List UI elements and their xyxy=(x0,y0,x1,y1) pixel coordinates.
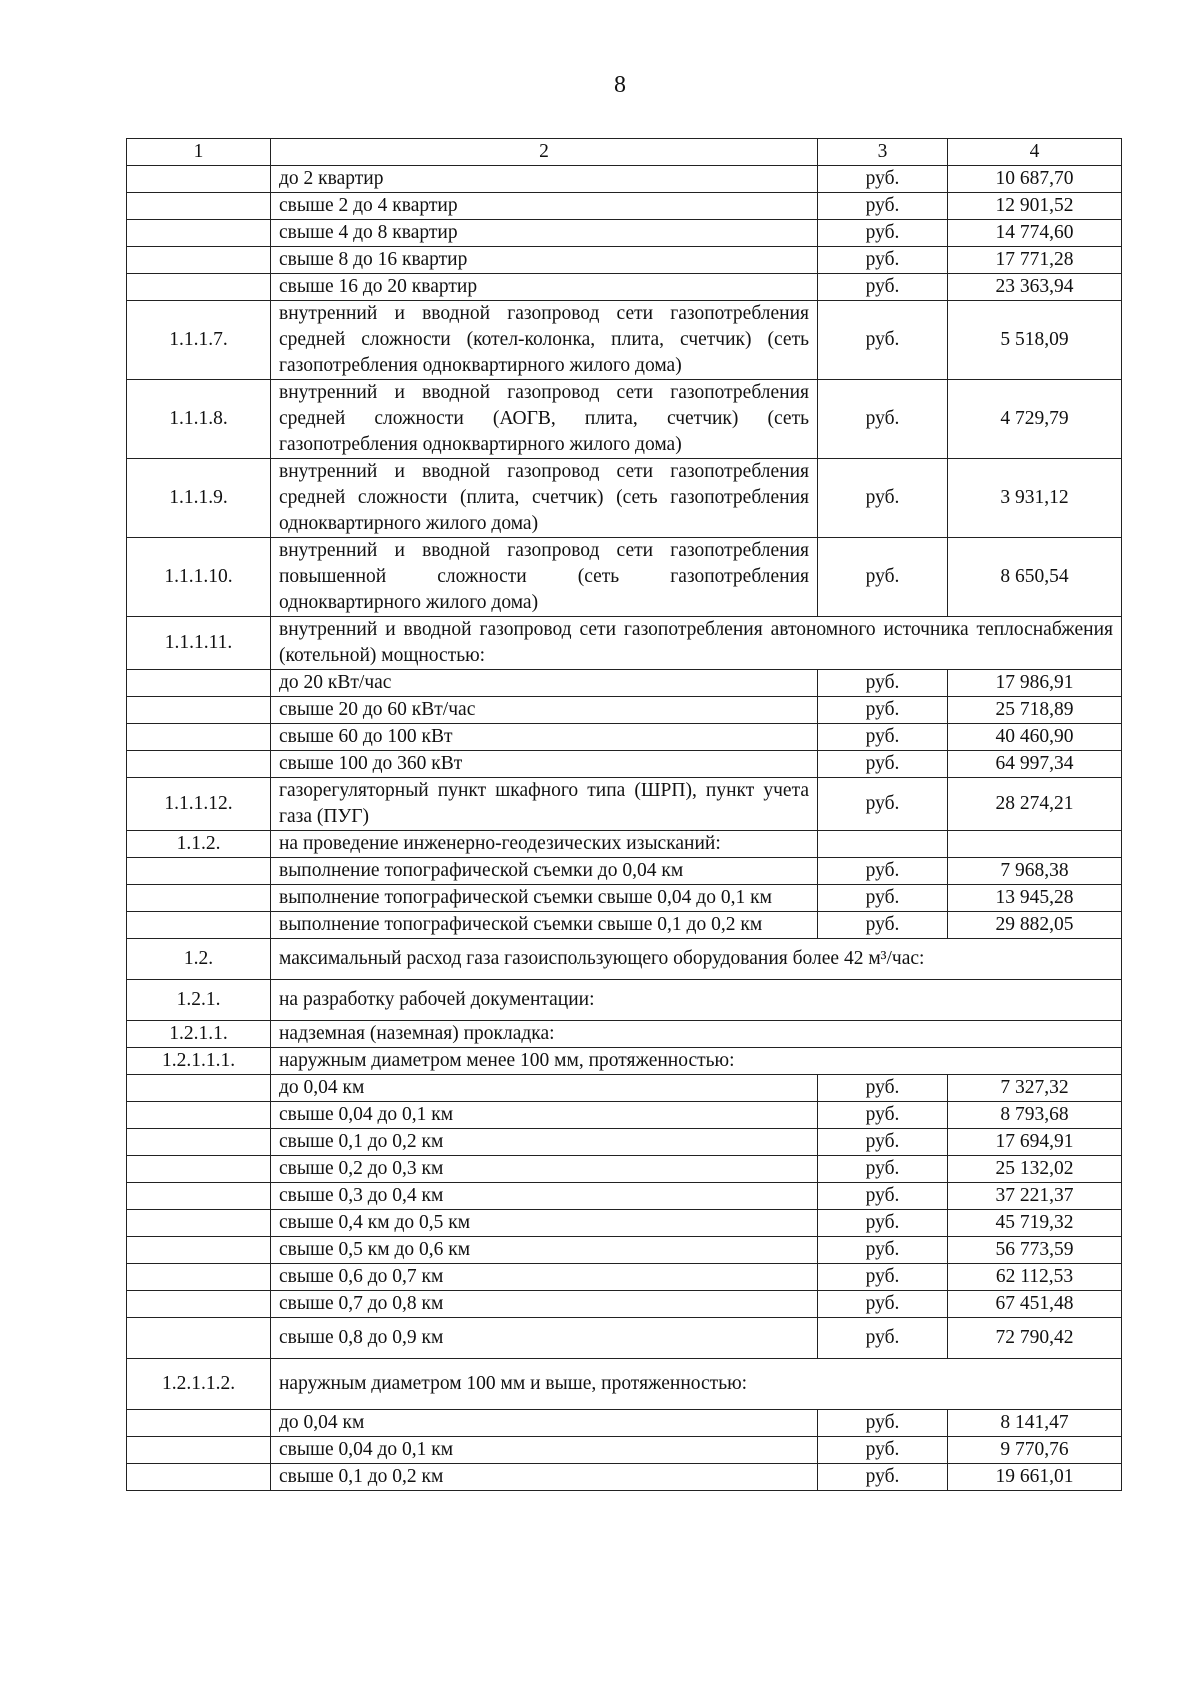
column-header: 3 xyxy=(818,139,948,166)
item-description: выполнение топографической съемки до 0,04 км xyxy=(271,858,818,885)
item-description: свыше 20 до 60 кВт/час xyxy=(271,697,818,724)
item-number xyxy=(127,1237,271,1264)
item-price: 23 363,94 xyxy=(948,274,1122,301)
item-description: внутренний и вводной газопровод сети газопотребления повышенной сложности (сеть газопотребления одноквартирного жилого дома) xyxy=(271,538,818,617)
item-price: 67 451,48 xyxy=(948,1291,1122,1318)
item-price: 3 931,12 xyxy=(948,459,1122,538)
item-price: 25 132,02 xyxy=(948,1156,1122,1183)
item-description: газорегуляторный пункт шкафного типа (ШРП), пункт учета газа (ПУГ) xyxy=(271,778,818,831)
item-number xyxy=(127,751,271,778)
item-number xyxy=(127,193,271,220)
table-row xyxy=(127,1021,1122,1048)
item-description: свыше 0,04 до 0,1 км xyxy=(271,1102,818,1129)
item-price: 13 945,28 xyxy=(948,885,1122,912)
table-row xyxy=(127,274,1122,301)
item-unit: руб. xyxy=(818,380,948,459)
item-price: 56 773,59 xyxy=(948,1237,1122,1264)
table-row xyxy=(127,1183,1122,1210)
item-price: 29 882,05 xyxy=(948,912,1122,939)
item-price: 8 793,68 xyxy=(948,1102,1122,1129)
item-description: до 0,04 км xyxy=(271,1410,818,1437)
item-description: внутренний и вводной газопровод сети газопотребления средней сложности (АОГВ, плита, счетчик) (сеть газопотребления одноквартирного жилого дома) xyxy=(271,380,818,459)
item-unit: руб. xyxy=(818,751,948,778)
table-row xyxy=(127,1291,1122,1318)
item-number xyxy=(127,1102,271,1129)
table-row xyxy=(127,980,1122,1021)
item-price: 37 221,37 xyxy=(948,1183,1122,1210)
item-number: 1.1.1.12. xyxy=(127,778,271,831)
item-unit: руб. xyxy=(818,697,948,724)
item-number xyxy=(127,724,271,751)
item-number xyxy=(127,247,271,274)
item-unit: руб. xyxy=(818,220,948,247)
item-number: 1.2. xyxy=(127,939,271,980)
item-price: 8 141,47 xyxy=(948,1410,1122,1437)
table-row xyxy=(127,193,1122,220)
table-row xyxy=(127,220,1122,247)
item-price: 17 771,28 xyxy=(948,247,1122,274)
item-number: 1.2.1. xyxy=(127,980,271,1021)
item-unit: руб. xyxy=(818,1291,948,1318)
item-price xyxy=(948,831,1122,858)
item-description: внутренний и вводной газопровод сети газопотребления средней сложности (плита, счетчик) (сеть газопотребления одноквартирного жилого дома) xyxy=(271,459,818,538)
item-unit: руб. xyxy=(818,1075,948,1102)
item-description: свыше 0,4 км до 0,5 км xyxy=(271,1210,818,1237)
item-unit: руб. xyxy=(818,1437,948,1464)
table-row xyxy=(127,1102,1122,1129)
tariff-table xyxy=(126,138,1122,1491)
item-description: свыше 0,04 до 0,1 км xyxy=(271,1437,818,1464)
item-price: 4 729,79 xyxy=(948,380,1122,459)
item-price: 64 997,34 xyxy=(948,751,1122,778)
table-row xyxy=(127,1075,1122,1102)
item-description: свыше 4 до 8 квартир xyxy=(271,220,818,247)
table-row xyxy=(127,939,1122,980)
item-price: 7 968,38 xyxy=(948,858,1122,885)
table-row xyxy=(127,885,1122,912)
item-unit: руб. xyxy=(818,301,948,380)
item-description: на разработку рабочей документации: xyxy=(271,980,1122,1021)
item-price: 10 687,70 xyxy=(948,166,1122,193)
table-row xyxy=(127,831,1122,858)
table-row xyxy=(127,301,1122,380)
item-price: 14 774,60 xyxy=(948,220,1122,247)
item-description: свыше 0,1 до 0,2 км xyxy=(271,1464,818,1491)
item-unit: руб. xyxy=(818,912,948,939)
item-price: 28 274,21 xyxy=(948,778,1122,831)
item-price: 40 460,90 xyxy=(948,724,1122,751)
item-description: внутренний и вводной газопровод сети газопотребления средней сложности (котел-колонка, плита, счетчик) (сеть газопотребления одноквартирного жилого дома) xyxy=(271,301,818,380)
column-header: 4 xyxy=(948,139,1122,166)
table-row xyxy=(127,670,1122,697)
item-number xyxy=(127,1291,271,1318)
item-unit: руб. xyxy=(818,1464,948,1491)
item-number xyxy=(127,1410,271,1437)
item-number: 1.1.1.7. xyxy=(127,301,271,380)
item-unit xyxy=(818,831,948,858)
item-number xyxy=(127,1075,271,1102)
table-row xyxy=(127,1410,1122,1437)
item-description: выполнение топографической съемки свыше 0,1 до 0,2 км xyxy=(271,912,818,939)
item-number xyxy=(127,885,271,912)
table-row xyxy=(127,1210,1122,1237)
item-unit: руб. xyxy=(818,1210,948,1237)
item-description: надземная (наземная) прокладка: xyxy=(271,1021,1122,1048)
item-number xyxy=(127,1210,271,1237)
item-number xyxy=(127,220,271,247)
item-price: 12 901,52 xyxy=(948,193,1122,220)
item-description: свыше 2 до 4 квартир xyxy=(271,193,818,220)
item-description: свыше 60 до 100 кВт xyxy=(271,724,818,751)
item-description: свыше 0,6 до 0,7 км xyxy=(271,1264,818,1291)
item-price: 25 718,89 xyxy=(948,697,1122,724)
table-row xyxy=(127,1464,1122,1491)
item-description: до 20 кВт/час xyxy=(271,670,818,697)
item-price: 17 986,91 xyxy=(948,670,1122,697)
item-unit: руб. xyxy=(818,1318,948,1359)
item-unit: руб. xyxy=(818,459,948,538)
item-number: 1.1.1.9. xyxy=(127,459,271,538)
item-price: 8 650,54 xyxy=(948,538,1122,617)
item-number xyxy=(127,274,271,301)
item-unit: руб. xyxy=(818,247,948,274)
item-number: 1.1.1.11. xyxy=(127,617,271,670)
table-row xyxy=(127,751,1122,778)
item-number xyxy=(127,166,271,193)
item-unit: руб. xyxy=(818,885,948,912)
item-number xyxy=(127,1129,271,1156)
item-number xyxy=(127,1318,271,1359)
item-number xyxy=(127,1264,271,1291)
table-row xyxy=(127,778,1122,831)
item-unit: руб. xyxy=(818,1156,948,1183)
table-row xyxy=(127,1318,1122,1359)
item-unit: руб. xyxy=(818,1264,948,1291)
item-unit: руб. xyxy=(818,724,948,751)
item-description: свыше 100 до 360 кВт xyxy=(271,751,818,778)
item-unit: руб. xyxy=(818,166,948,193)
item-description: на проведение инженерно-геодезических изысканий: xyxy=(271,831,818,858)
item-number: 1.2.1.1.1. xyxy=(127,1048,271,1075)
table-row xyxy=(127,1264,1122,1291)
item-price: 5 518,09 xyxy=(948,301,1122,380)
item-description: свыше 8 до 16 квартир xyxy=(271,247,818,274)
item-unit: руб. xyxy=(818,193,948,220)
item-number xyxy=(127,912,271,939)
item-unit: руб. xyxy=(818,778,948,831)
item-price: 72 790,42 xyxy=(948,1318,1122,1359)
item-description: свыше 0,8 до 0,9 км xyxy=(271,1318,818,1359)
table-row xyxy=(127,1048,1122,1075)
item-price: 7 327,32 xyxy=(948,1075,1122,1102)
table-row xyxy=(127,617,1122,670)
item-number: 1.1.2. xyxy=(127,831,271,858)
column-header: 1 xyxy=(127,139,271,166)
item-description: свыше 0,1 до 0,2 км xyxy=(271,1129,818,1156)
table-row xyxy=(127,1156,1122,1183)
table-row xyxy=(127,538,1122,617)
table-row xyxy=(127,1237,1122,1264)
item-number xyxy=(127,858,271,885)
item-description: свыше 0,5 км до 0,6 км xyxy=(271,1237,818,1264)
item-description: выполнение топографической съемки свыше 0,04 до 0,1 км xyxy=(271,885,818,912)
table-row xyxy=(127,1359,1122,1410)
item-unit: руб. xyxy=(818,1129,948,1156)
table-row xyxy=(127,380,1122,459)
item-description: внутренний и вводной газопровод сети газопотребления автономного источника теплоснабжения (котельной) мощностью: xyxy=(271,617,1122,670)
table-row xyxy=(127,912,1122,939)
table-row xyxy=(127,459,1122,538)
item-number xyxy=(127,1156,271,1183)
item-unit: руб. xyxy=(818,1183,948,1210)
table-row xyxy=(127,724,1122,751)
table-row xyxy=(127,1437,1122,1464)
table-row xyxy=(127,858,1122,885)
item-number xyxy=(127,1183,271,1210)
item-unit: руб. xyxy=(818,538,948,617)
item-description: наружным диаметром 100 мм и выше, протяженностью: xyxy=(271,1359,1122,1410)
item-description: свыше 0,2 до 0,3 км xyxy=(271,1156,818,1183)
item-description: свыше 0,7 до 0,8 км xyxy=(271,1291,818,1318)
table-header-row xyxy=(127,139,1122,166)
item-unit: руб. xyxy=(818,858,948,885)
item-price: 9 770,76 xyxy=(948,1437,1122,1464)
column-header: 2 xyxy=(271,139,818,166)
item-price: 62 112,53 xyxy=(948,1264,1122,1291)
tariff-table-body xyxy=(127,139,1122,1491)
item-description: до 2 квартир xyxy=(271,166,818,193)
item-number xyxy=(127,697,271,724)
item-price: 45 719,32 xyxy=(948,1210,1122,1237)
item-unit: руб. xyxy=(818,1237,948,1264)
item-description: наружным диаметром менее 100 мм, протяженностью: xyxy=(271,1048,1122,1075)
item-number: 1.1.1.10. xyxy=(127,538,271,617)
item-number: 1.2.1.1. xyxy=(127,1021,271,1048)
item-unit: руб. xyxy=(818,274,948,301)
page-number: 8 xyxy=(614,72,626,98)
item-number: 1.2.1.1.2. xyxy=(127,1359,271,1410)
item-description: максимальный расход газа газоиспользующего оборудования более 42 м³/час: xyxy=(271,939,1122,980)
item-number xyxy=(127,1437,271,1464)
item-number xyxy=(127,670,271,697)
item-price: 19 661,01 xyxy=(948,1464,1122,1491)
item-unit: руб. xyxy=(818,1102,948,1129)
item-unit: руб. xyxy=(818,1410,948,1437)
table-row xyxy=(127,166,1122,193)
table-row xyxy=(127,697,1122,724)
item-number: 1.1.1.8. xyxy=(127,380,271,459)
item-unit: руб. xyxy=(818,670,948,697)
table-row xyxy=(127,247,1122,274)
item-price: 17 694,91 xyxy=(948,1129,1122,1156)
item-number xyxy=(127,1464,271,1491)
item-description: до 0,04 км xyxy=(271,1075,818,1102)
item-description: свыше 0,3 до 0,4 км xyxy=(271,1183,818,1210)
item-description: свыше 16 до 20 квартир xyxy=(271,274,818,301)
table-row xyxy=(127,1129,1122,1156)
